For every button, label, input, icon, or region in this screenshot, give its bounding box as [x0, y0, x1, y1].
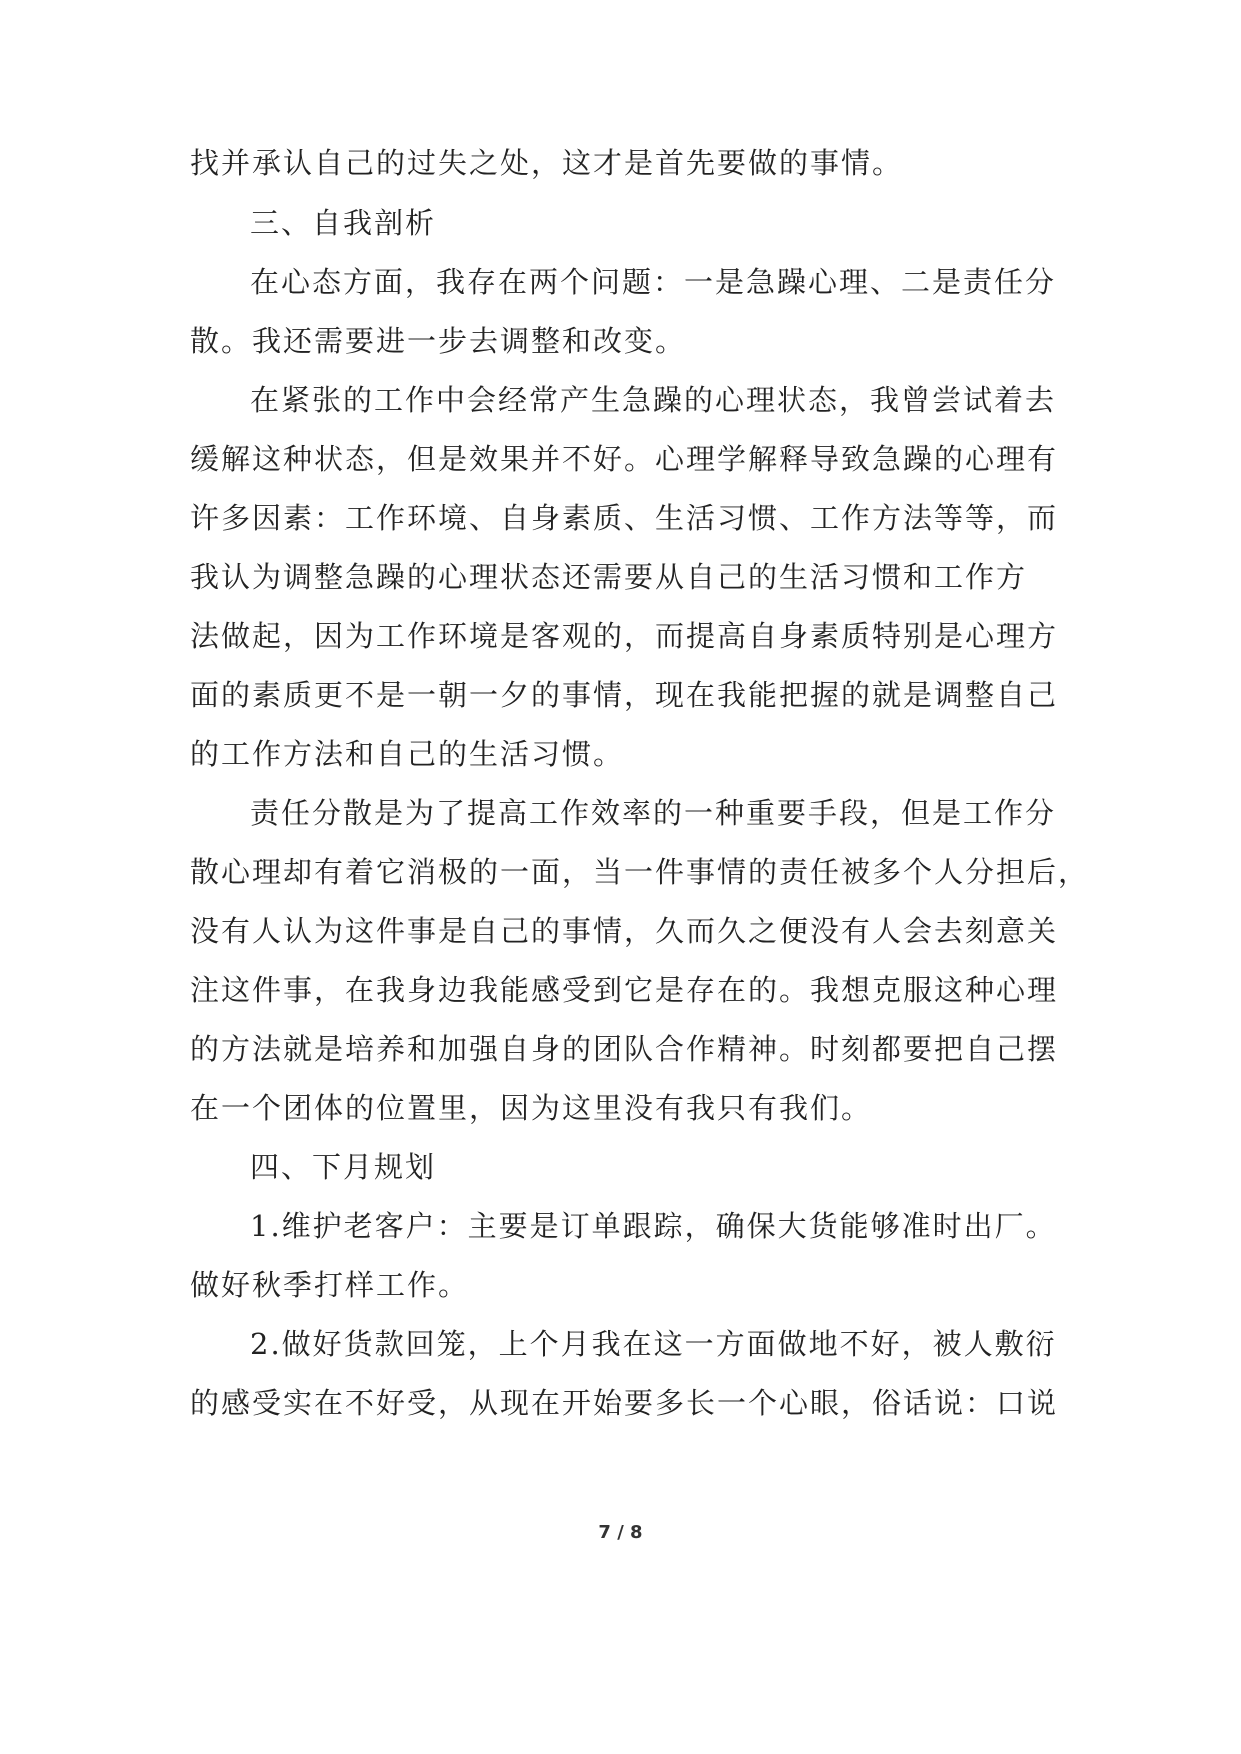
text-line: 注这件事，在我身边我能感受到它是存在的。我想克服这种心理 — [190, 973, 1059, 1007]
section-heading: 三、自我剖析 — [250, 206, 437, 240]
text-line: 没有人认为这件事是自己的事情，久而久之便没有人会去刻意关 — [190, 914, 1059, 948]
text-line: 面的素质更不是一朝一夕的事情，现在我能把握的就是调整自己 — [190, 678, 1059, 712]
text-line: 我认为调整急躁的心理状态还需要从自己的生活习惯和工作方 — [190, 560, 1028, 594]
text-line: 散心理却有着它消极的一面，当一件事情的责任被多个人分担后， — [190, 855, 1090, 889]
text-line: 责任分散是为了提高工作效率的一种重要手段，但是工作分 — [250, 796, 1057, 830]
text-line: 法做起，因为工作环境是客观的，而提高自身素质特别是心理方 — [190, 619, 1059, 653]
text-line: 的工作方法和自己的生活习惯。 — [190, 737, 625, 771]
text-line: 在一个团体的位置里，因为这里没有我只有我们。 — [190, 1091, 873, 1125]
list-item: 2.做好货款回笼，上个月我在这一方面做地不好，被人敷衍 — [250, 1327, 1057, 1361]
page-number: 7 / 8 — [598, 1522, 643, 1543]
text-line: 找并承认自己的过失之处，这才是首先要做的事情。 — [190, 146, 904, 180]
section-heading: 四、下月规划 — [250, 1150, 437, 1184]
text-line: 的方法就是培养和加强自身的团队合作精神。时刻都要把自己摆 — [190, 1032, 1059, 1066]
text-line: 做好秋季打样工作。 — [190, 1268, 470, 1302]
text-line: 在心态方面，我存在两个问题：一是急躁心理、二是责任分 — [250, 265, 1057, 299]
text-line: 散。我还需要进一步去调整和改变。 — [190, 324, 687, 358]
text-line: 缓解这种状态，但是效果并不好。心理学解释导致急躁的心理有 — [190, 442, 1059, 476]
text-line: 的感受实在不好受，从现在开始要多长一个心眼，俗话说：口说 — [190, 1386, 1059, 1420]
text-line: 许多因素：工作环境、自身素质、生活习惯、工作方法等等，而 — [190, 501, 1059, 535]
list-item: 1.维护老客户：主要是订单跟踪，确保大货能够准时出厂。 — [250, 1209, 1057, 1243]
text-line: 在紧张的工作中会经常产生急躁的心理状态，我曾尝试着去 — [250, 383, 1057, 417]
